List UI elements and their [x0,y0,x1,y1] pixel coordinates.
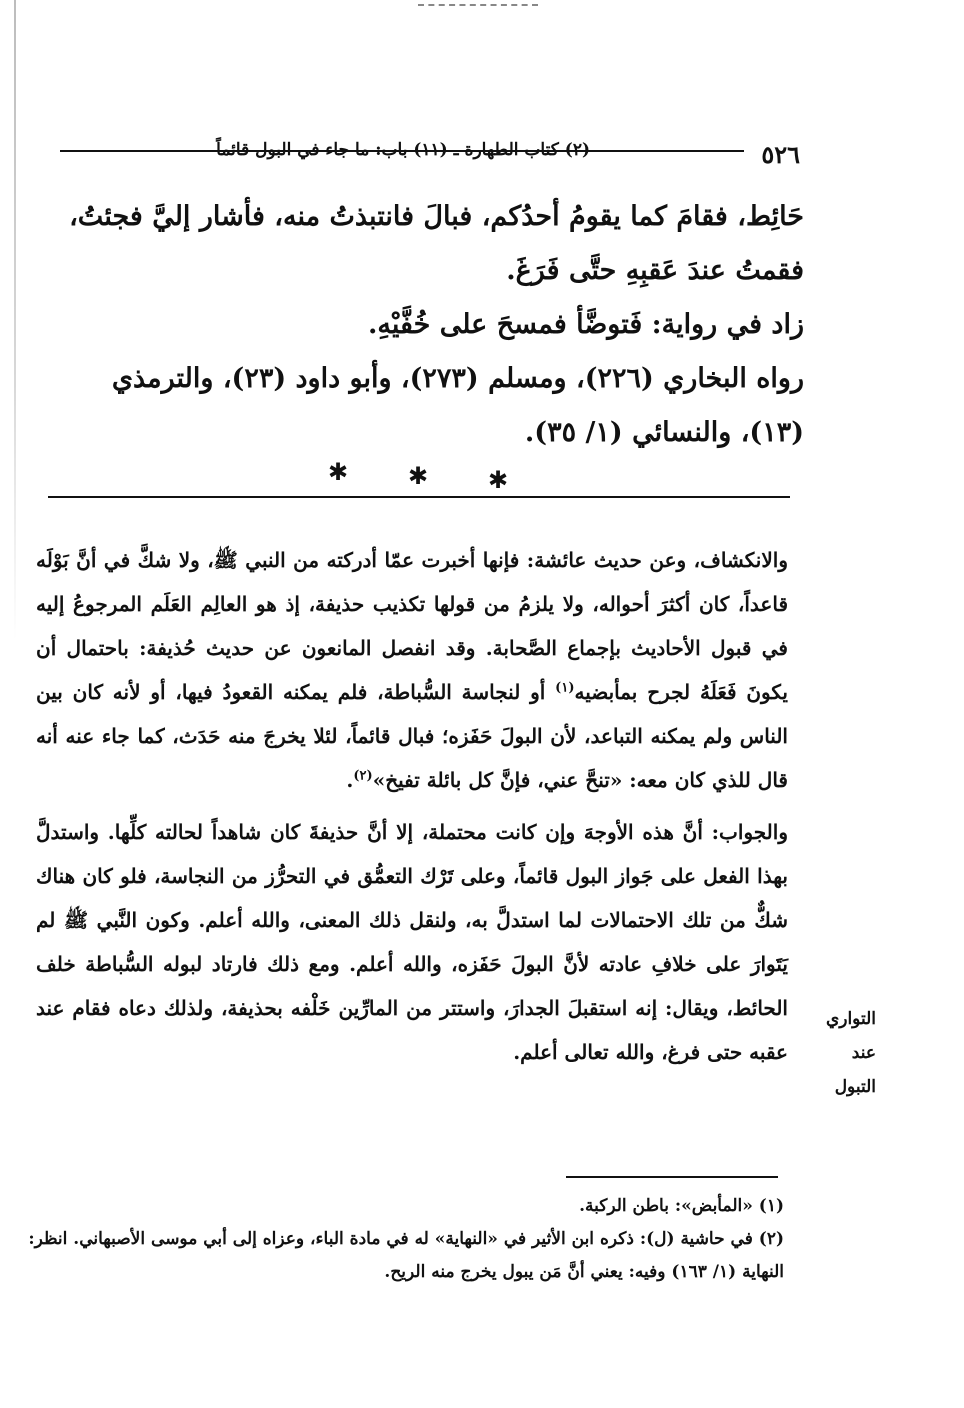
scan-edge-line [14,0,16,640]
page-number: ٥٢٦ [761,140,800,169]
hadith-text [44,190,804,460]
section-ornament [320,458,520,494]
hadith-sources: رواه البخاري (٢٢٦)، ومسلم (٢٧٣)، وأبو داود (٢٣)، والترمذي (١٣)، والنسائي (١/ ٣٥). [111,363,804,448]
footnotes [16,1190,784,1289]
running-title: (٢) كتاب الطهارة ـ (١١) باب: ما جاء في البول قائماً [216,140,590,160]
footnote-marker-1: (١) [555,680,575,696]
footnote-marker-2: (٢) [353,768,373,784]
margin-heading-line: التبول [834,1077,876,1097]
top-scan-mark [418,4,538,6]
margin-heading [812,1002,876,1104]
hadith-addition: زاد في رواية: فَتوضَّأ فمسحَ على خُفَّيْهِ. [367,309,804,340]
star-ornament: ✱ [488,466,509,494]
star-ornament: ✱ [408,462,429,490]
footnote-separator [566,1176,778,1178]
page-header [58,128,800,169]
footnote-2: (٢) في حاشية (ل): ذكره ابن الأثير في «النهاية» له في مادة الباء، وعزاه إلى أبي موسى الأصبهاني. انظر: النهاية (١/ ١٦٣) وفيه: يعني أنَّ مَن يبول يخرج منه الريح. [28,1229,784,1282]
section-divider [48,496,790,498]
footnote-1: (١) «المأبض»: باطن الركبة. [579,1196,784,1216]
margin-heading-line: التواري عند [825,1009,876,1063]
commentary-text-run: والانكشاف، وعن حديث عائشة: فإنها أخبرت عمّا أدركته من النبي ﷺ، ولا شكَّ في أنَّ بَوْلَه قاعداً، كان أكثرَ أحواله، ولا يلزمُ من قولها تكذيب حذيفة، إذ هو العالِم العَلَم المرجوعُ إليه في قبول الأحاديث بإجماع الصَّحابة. وقد انفصل المانعون عن حديث حُذيفة: باحتمال أن يكونَ فَعَلَهُ لجرح بمأبضيه [36,548,788,704]
commentary-text-run: . [346,768,354,792]
commentary-paragraph: والجواب: أنَّ هذه الأوجهَ وإن كانت محتملة، إلا أنَّ حذيفةَ كان شاهداً لحالته كلِّها. واستدلَّ بهذا الفعل على جَواز البول قائماً، وعلى تَرْك التعمُّق في التحرُّز من النجاسة، فلو كان هناك شكٌّ من تلك الاحتمالات لما استدلَّ به، ولنقل ذلك المعنى، والله أعلم. وكون النَّبي ﷺ لم يَتَوارَ على خلافِ عادته لأنَّ البولَ حَفَزه، والله أعلم. ومع ذلك فارتاد لبوله السُّباطة خلف الحائط، ويقال: إنه استقبلَ الجدارَ، واستتر من المارِّين خَلْفه بحذيفة، ولذلك دعاه فقام عند عقبه حتى فرغ، والله تعالى أعلم. [36,820,788,1064]
header-rule [60,150,744,152]
commentary-text-run: أو لنجاسة السُّباطة، فلم يمكنه القعودُ فيها، أو لأنه كان بين الناس ولم يمكنه التباعد، لأن البولَ حَفَزه؛ فبال قائماً، لئلا يخرجَ منه حَدَث، كما جاء عنه أنه قال للذي كان معه: «تنحَّ عني، فإنَّ كل بائلة تفيخ» [36,680,788,792]
star-ornament: ✱ [328,458,349,486]
hadith-paragraph: حَائِط، فقامَ كما يقومُ أحدُكم، فبالَ فانتبذتُ منه، فأشار إليَّ فجئتُ، فقمتُ عندَ عَقبِهِ حتَّى فَرَغَ. [69,201,804,286]
commentary-text [36,538,788,1074]
commentary-paragraph [36,538,788,802]
